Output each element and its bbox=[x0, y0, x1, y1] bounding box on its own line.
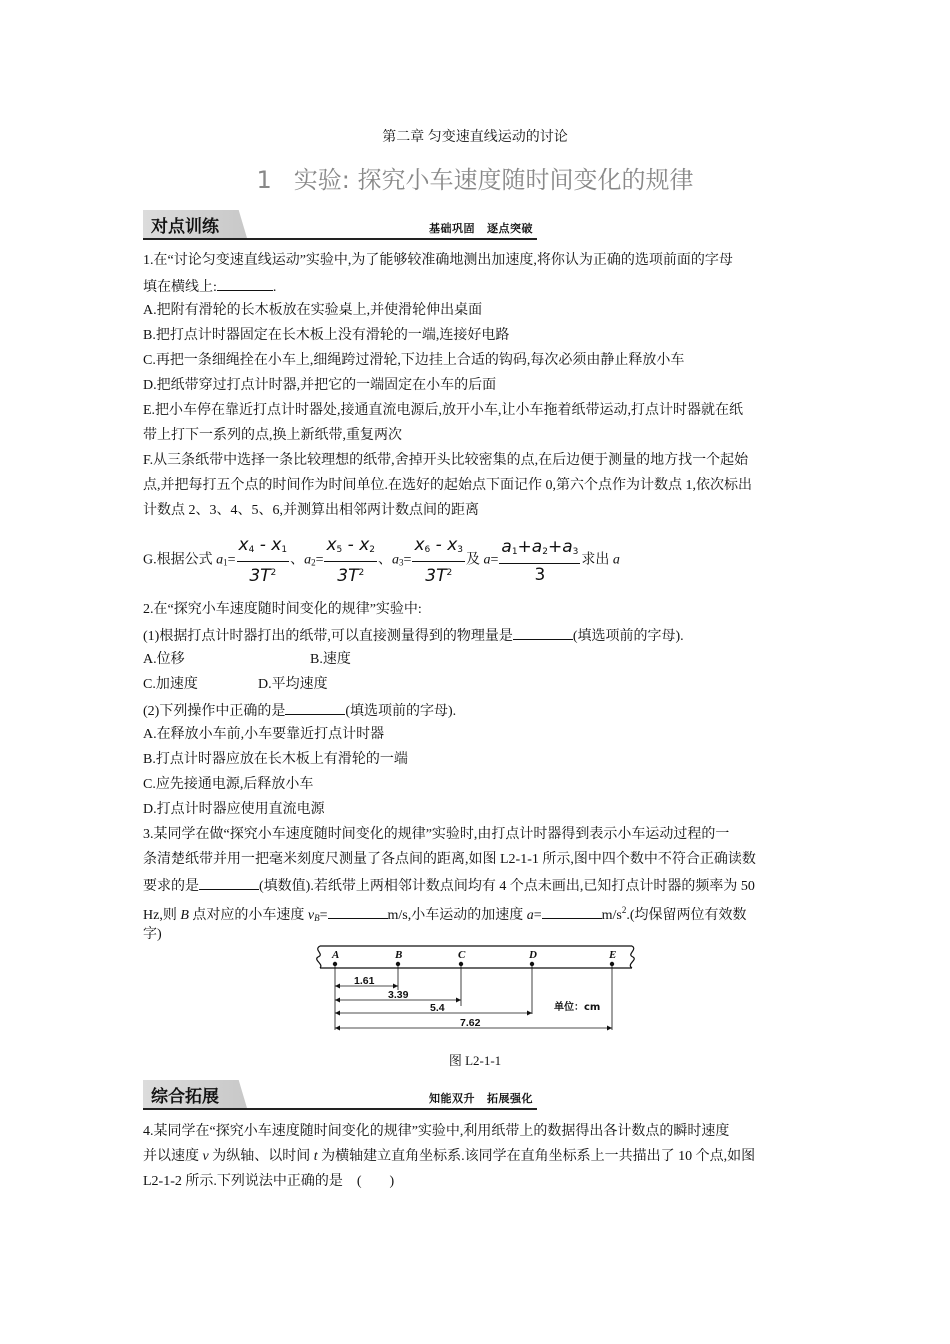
point-label-c: C bbox=[458, 949, 466, 961]
q2-part1-options-row1 bbox=[143, 650, 813, 670]
tape-figure bbox=[310, 942, 640, 1037]
q1-stem-2: 填在横线上: . bbox=[143, 276, 813, 298]
section-label: 综合拓展 bbox=[151, 1087, 219, 1107]
q1-option-a: A.把附有滑轮的长木板放在实验桌上,并使滑轮伸出桌面 bbox=[143, 303, 483, 318]
q2-part2: (2)下列操作中正确的是 (填选项前的字母). bbox=[143, 700, 813, 722]
lesson-title bbox=[0, 160, 950, 195]
point-c-dot bbox=[459, 962, 463, 966]
q1-option-e-cont: 带上打下一系列的点,换上新纸带,重复两次 bbox=[143, 428, 402, 443]
option-c: C.加速度 bbox=[143, 677, 198, 692]
q1-option-f: F.从三条纸带中选择一条比较理想的纸带,舍掉开头比较密集的点,在后边便于测量的地方找一个起始 bbox=[143, 453, 749, 468]
answer-blank[interactable] bbox=[542, 904, 602, 919]
option-b: B.速度 bbox=[310, 652, 351, 667]
q1-option-f-cont2: 计数点 2、3、4、5、6,并测算出相邻两计数点间的距离 bbox=[143, 503, 479, 518]
q3-stem: 3.某同学在做“探究小车速度随时间变化的规律”实验时,由打点计时器得到表示小车运动过程的一 bbox=[143, 827, 730, 842]
lesson-title-text: 实验: 探究小车速度随时间变化的规律 bbox=[293, 166, 694, 194]
q1-option-b: B.把打点计时器固定在长木板上没有滑轮的一端,连接好电路 bbox=[143, 328, 510, 343]
distance-ac: 3.39 bbox=[388, 989, 409, 1001]
q2-part1: (1)根据打点计时器打出的纸带,可以直接测量得到的物理量是 (填选项前的字母). bbox=[143, 625, 813, 647]
q1-option-c: C.再把一条细绳拴在小车上,细绳跨过滑轮,下边挂上合适的钩码,每次必须由静止释放小车 bbox=[143, 353, 685, 368]
answer-blank[interactable] bbox=[328, 904, 388, 919]
q2-stem: 2.在“探究小车速度随时间变化的规律”实验中: bbox=[143, 602, 422, 617]
q1-option-f-cont: 点,并把每打五个点的时间作为时间单位.在选好的起始点下面记作 0,第六个点作为计数点 1,依次标出 bbox=[143, 478, 752, 493]
figure-caption: 图 L2-1-1 bbox=[448, 1053, 502, 1068]
point-a-dot bbox=[333, 962, 337, 966]
q2-option-d: D.打点计时器应使用直流电源 bbox=[143, 802, 325, 817]
section-subtitle: 基础巩固 逐点突破 bbox=[429, 222, 533, 235]
q4-stem: 4.某同学在“探究小车速度随时间变化的规律”实验中,利用纸带上的数据得出各计数点的瞬时速度 bbox=[143, 1124, 730, 1139]
q1-option-e: E.把小车停在靠近打点计时器处,接通直流电源后,放开小车,让小车拖着纸带运动,打点计时器就在纸 bbox=[143, 403, 744, 418]
unit-label: 单位：cm bbox=[554, 1002, 601, 1013]
point-d-dot bbox=[530, 962, 534, 966]
q4-stem-2: 并以速度 v 为纵轴、以时间 t 为横轴建立直角坐标系.该同学在直角坐标系上一共描出了 10 个点,如图 bbox=[143, 1149, 756, 1164]
answer-blank[interactable] bbox=[199, 875, 259, 890]
point-label-a: A bbox=[332, 949, 340, 961]
q1-option-g: G.根据公式 $a_1=$ $\frac{x_4 - x_1}{3T^2}$ 、$a_2=$ $\frac{x_5 - x_2}{3T^2}$ 、$a_3=$ $\frac{x_6 - x_3}{3T^2}$ 及 a= $\frac{a_1+a_2+a_3}{3}$ 求出 a bbox=[143, 535, 620, 586]
q1-stem: 1.在“讨论匀变速直线运动”实验中,为了能够较准确地测出加速度,将你认为正确的选项前面的字母 bbox=[143, 253, 733, 268]
point-label-b: B bbox=[395, 949, 403, 961]
point-e-dot bbox=[610, 962, 614, 966]
lesson-number: 1 bbox=[256, 166, 272, 194]
section-subtitle: 知能双升 拓展强化 bbox=[429, 1092, 533, 1105]
q2-part1-options-row2 bbox=[143, 675, 813, 695]
q2-option-b: B.打点计时器应放在长木板上有滑轮的一端 bbox=[143, 752, 408, 767]
point-label-d: D bbox=[529, 949, 537, 961]
formula-a: $\frac{a_1+a_2+a_3}{3}$ bbox=[501, 536, 579, 585]
answer-blank[interactable] bbox=[285, 700, 345, 715]
q3-stem-2: 条清楚纸带并用一把毫米刻度尺测量了各点间的距离,如图 L2-1-1 所示,图中四个数中不符合正确读数 bbox=[143, 852, 756, 867]
point-b-dot bbox=[396, 962, 400, 966]
formula-a1: $\frac{x_4 - x_1}{3T^2}$ bbox=[238, 535, 288, 586]
q3-stem-5: 字) bbox=[143, 927, 162, 942]
q1-option-d: D.把纸带穿过打点计时器,并把它的一端固定在小车的后面 bbox=[143, 378, 497, 393]
q2-option-c: C.应先接通电源,后释放小车 bbox=[143, 777, 314, 792]
section-label: 对点训练 bbox=[151, 217, 219, 237]
formula-a3: $\frac{x_6 - x_3}{3T^2}$ bbox=[414, 535, 463, 586]
formula-a2: $\frac{x_5 - x_2}{3T^2}$ bbox=[326, 535, 376, 586]
chapter-title: 第二章 匀变速直线运动的讨论 bbox=[382, 130, 568, 145]
section-header-extension bbox=[143, 1080, 537, 1110]
answer-blank[interactable] bbox=[513, 625, 573, 640]
q3-stem-4: Hz,则 B 点对应的小车速度 $v_B= m/s$,小车运动的加速度 $a= m/s^2$.(均保留两位有效数 bbox=[143, 905, 747, 923]
distance-ae: 7.62 bbox=[460, 1017, 481, 1029]
point-label-e: E bbox=[609, 949, 617, 961]
answer-blank[interactable] bbox=[217, 276, 273, 291]
distance-ab: 1.61 bbox=[354, 975, 375, 987]
q3-stem-3: 要求的是 (填数值).若纸带上两相邻计数点间均有 4 个点未画出,已知打点计时器的频率为 50 bbox=[143, 875, 813, 897]
q2-option-a: A.在释放小车前,小车要靠近打点计时器 bbox=[143, 727, 385, 742]
section-header-practice bbox=[143, 210, 537, 240]
distance-ad: 5.4 bbox=[430, 1002, 445, 1014]
option-a: A.位移 bbox=[143, 652, 185, 667]
q4-stem-3: L2-1-2 所示.下列说法中正确的是 ( ) bbox=[143, 1174, 395, 1189]
option-d: D.平均速度 bbox=[258, 677, 328, 692]
